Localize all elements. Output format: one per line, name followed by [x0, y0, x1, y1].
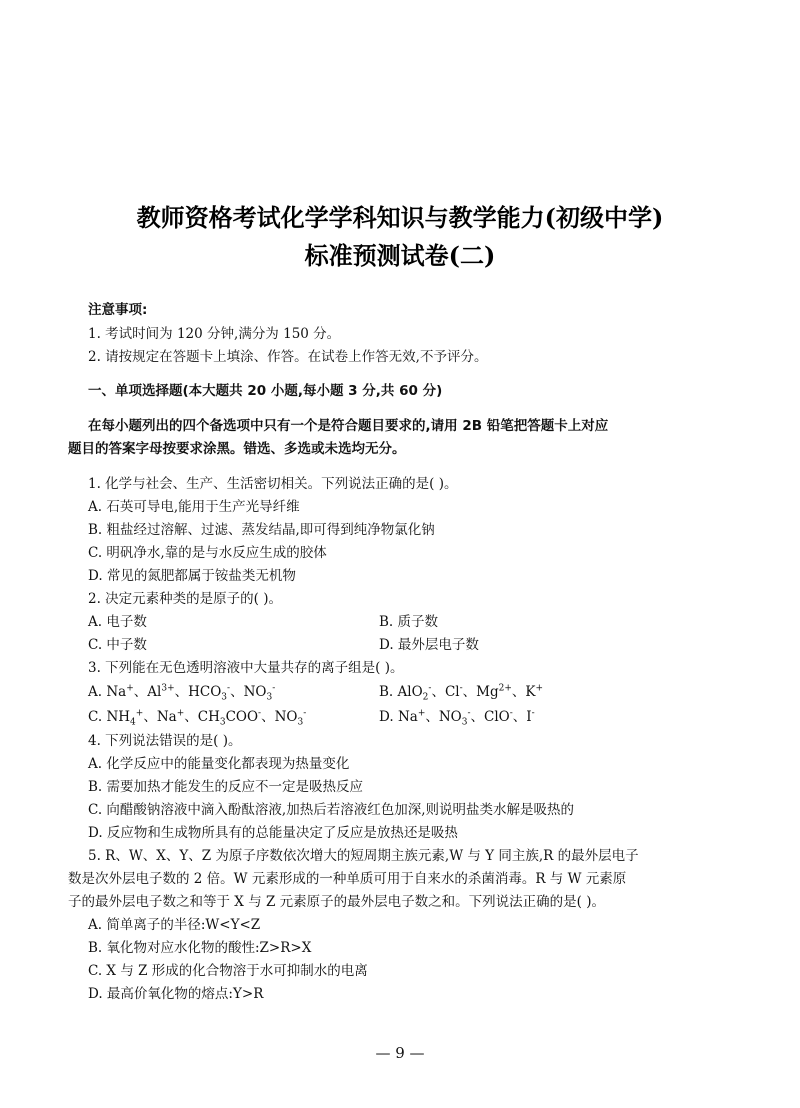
- question-1-option-b: B. 粗盐经过溶解、过滤、蒸发结晶,即可得到纯净物氯化钠: [88, 522, 435, 538]
- exam-title: 教师资格考试化学学科知识与教学能力(初级中学): [136, 203, 664, 232]
- question-4-stem: 4. 下列说法错误的是( )。: [88, 733, 242, 749]
- section-instruction-2: 题目的答案字母按要求涂黑。错选、多选或未选均无分。: [68, 441, 406, 457]
- question-1-option-d: D. 常见的氮肥都属于铵盐类无机物: [88, 568, 296, 584]
- question-4-option-b: B. 需要加热才能发生的反应不一定是吸热反应: [88, 779, 364, 795]
- question-2-option-d: D. 最外层电子数: [379, 637, 479, 653]
- question-5-option-a: A. 简单离子的半径:W<Y<Z: [88, 917, 261, 933]
- question-5-option-d: D. 最高价氧化物的熔点:Y>R: [88, 986, 264, 1002]
- exam-subtitle: 标准预测试卷(二): [304, 241, 496, 270]
- question-3-option-b: B. AlO$_2$-、Cl-、$Mg^{2+}$、K+: [379, 683, 544, 703]
- question-1-option-a: A. 石英可导电,能用于生产光导纤维: [88, 499, 300, 515]
- question-3-option-a: A. Na+、$Al^{3+}$、$HCO_3^-$、$NO_3^-$: [88, 683, 276, 703]
- question-3-stem: 3. 下列能在无色透明溶液中大量共存的离子组是( )。: [88, 660, 404, 676]
- question-5-stem-1: 5. R、W、X、Y、Z 为原子序数依次增大的短周期主族元素,W 与 Y 同主族,R 的最外层电子: [88, 848, 639, 864]
- question-4-option-a: A. 化学反应中的能量变化都表现为热量变化: [88, 756, 350, 772]
- question-5-option-b: B. 氧化物对应水化物的酸性:Z>R>X: [88, 940, 312, 956]
- notice-item-1: 1. 考试时间为 120 分钟,满分为 150 分。: [88, 326, 341, 342]
- question-2-option-c: C. 中子数: [88, 637, 147, 653]
- question-5-stem-2: 数是次外层电子数的 2 倍。W 元素形成的一种单质可用于自来水的杀菌消毒。R 与 W 元素原: [68, 871, 627, 887]
- question-2-option-b: B. 质子数: [379, 614, 439, 630]
- question-5-option-c: C. X 与 Z 形成的化合物溶于水可抑制水的电离: [88, 963, 368, 979]
- notice-item-2: 2. 请按规定在答题卡上填涂、作答。在试卷上作答无效,不予评分。: [88, 349, 488, 365]
- question-2-option-a: A. 电子数: [88, 614, 147, 630]
- page-number: — 9 —: [375, 1044, 425, 1062]
- question-4-option-d: D. 反应物和生成物所具有的总能量决定了反应是放热还是吸热: [88, 825, 458, 841]
- section-instruction-1: 在每小题列出的四个备选项中只有一个是符合题目要求的,请用 2B 铅笔把答题卡上对应: [88, 418, 609, 434]
- question-1-option-c: C. 明矾净水,靠的是与水反应生成的胶体: [88, 545, 327, 561]
- question-1-stem: 1. 化学与社会、生产、生活密切相关。下列说法正确的是( )。: [88, 476, 458, 492]
- question-2-stem: 2. 决定元素种类的是原子的( )。: [88, 591, 282, 607]
- question-3-option-d: D. Na+、$NO_3^-$、ClO-、I-: [379, 708, 535, 728]
- question-4-option-c: C. 向醋酸钠溶液中滴入酚酞溶液,加热后若溶液红色加深,则说明盐类水解是吸热的: [88, 802, 575, 818]
- question-3-option-c: C. $NH_4^+$、Na+、$CH_3COO^-$、$NO_3^-$: [88, 708, 307, 728]
- notice-heading: 注意事项:: [88, 302, 148, 318]
- question-5-stem-3: 子的最外层电子数之和等于 X 与 Z 元素原子的最外层电子数之和。下列说法正确的是( )。: [68, 894, 605, 910]
- section-heading: 一、单项选择题(本大题共 20 小题,每小题 3 分,共 60 分): [88, 383, 443, 399]
